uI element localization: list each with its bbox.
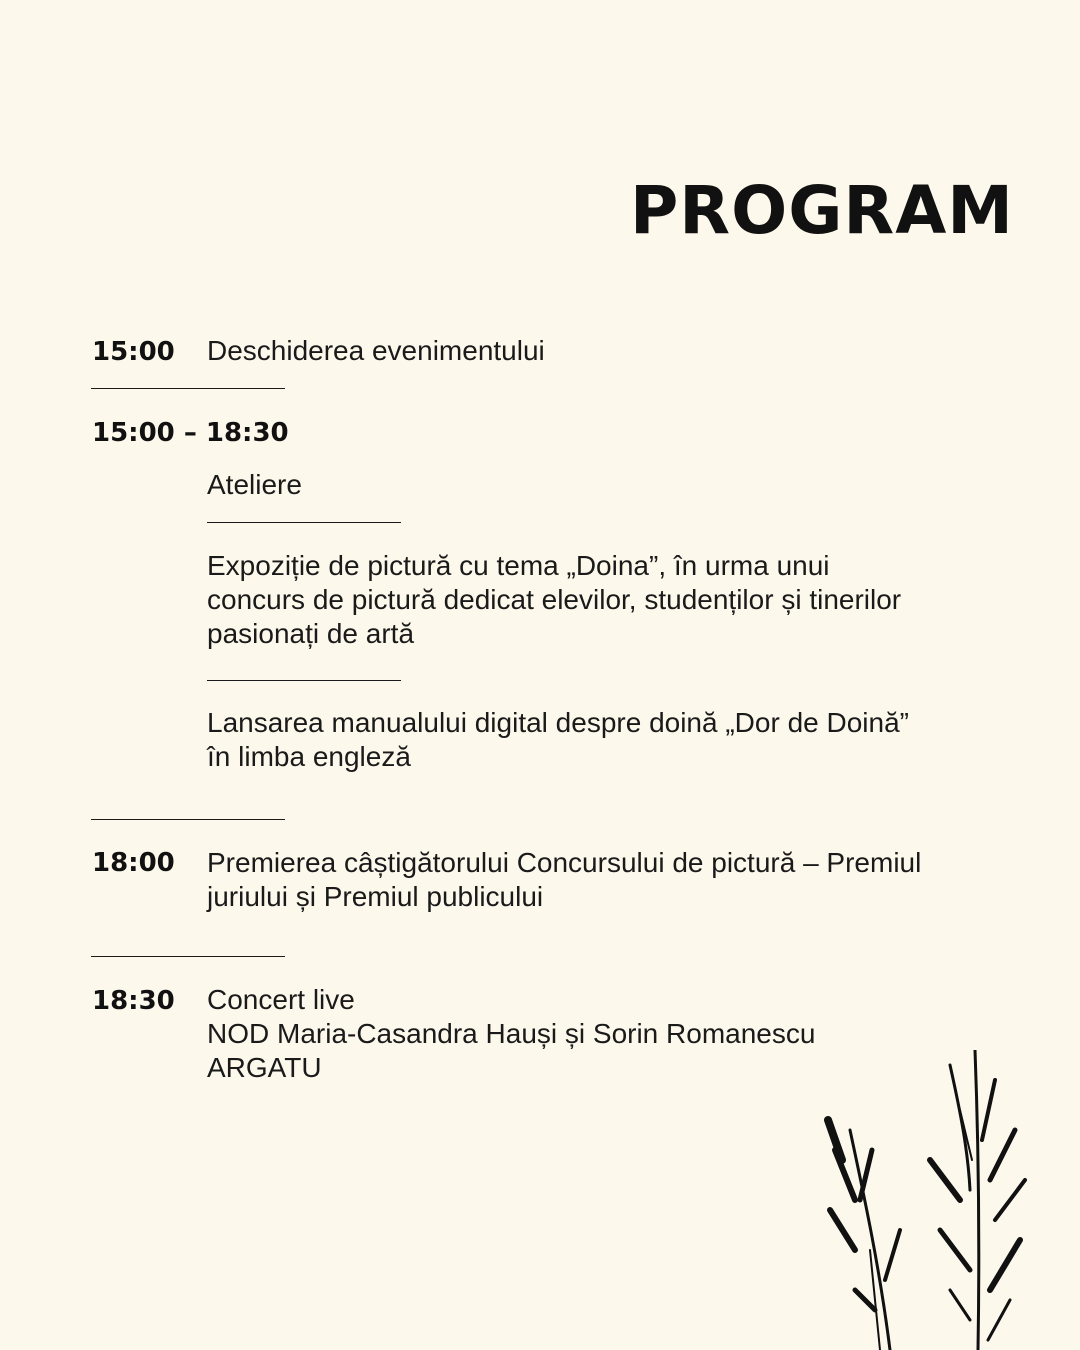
event-exhibition-line-3: pasionați de artă xyxy=(207,618,415,649)
divider xyxy=(91,819,285,820)
event-launch-line-1: Lansarea manualului digital despre doină „Dor de Doină” xyxy=(207,707,909,738)
page-title: PROGRAM xyxy=(629,172,1014,249)
divider xyxy=(207,680,401,681)
divider xyxy=(207,522,401,523)
divider xyxy=(91,956,285,957)
time-3: 18:00 xyxy=(92,848,175,878)
event-exhibition-line-2: concurs de pictură dedicat elevilor, studenților și tinerilor xyxy=(207,584,902,615)
wheat-sprigs-icon xyxy=(810,1050,1050,1350)
event-exhibition-line-1: Expoziție de pictură cu tema „Doina”, în urma unui xyxy=(207,550,830,581)
event-opening: Deschiderea evenimentului xyxy=(207,335,545,366)
event-launch-line-2: în limba engleză xyxy=(207,741,411,772)
divider xyxy=(91,388,285,389)
event-workshops: Ateliere xyxy=(207,469,302,500)
time-1: 15:00 xyxy=(92,337,175,367)
event-award-line-2: juriului și Premiul publicului xyxy=(207,881,544,912)
event-award-line-1: Premierea câștigătorului Concursului de pictură – Premiul xyxy=(207,847,922,878)
time-2: 15:00 – 18:30 xyxy=(92,418,289,448)
time-4: 18:30 xyxy=(92,986,175,1016)
event-concert-line-3: ARGATU xyxy=(207,1052,322,1083)
event-concert-line-1: Concert live xyxy=(207,984,355,1015)
event-concert-line-2: NOD Maria-Casandra Hauși și Sorin Romanescu xyxy=(207,1018,816,1049)
